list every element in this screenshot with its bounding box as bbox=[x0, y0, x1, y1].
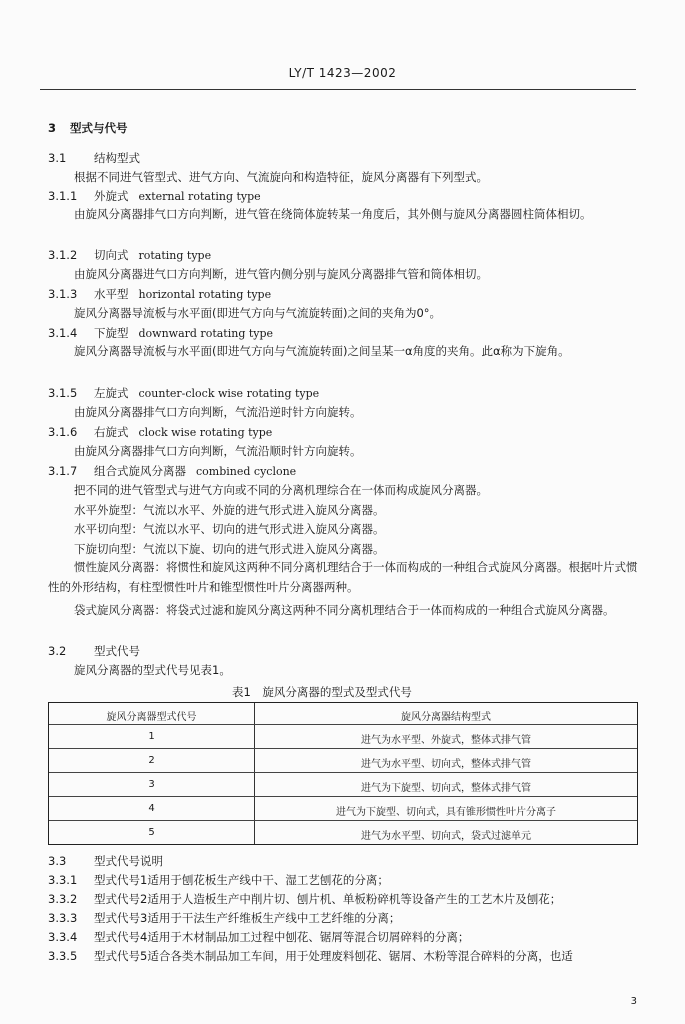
section-3-1-heading: 3.1 结构型式 bbox=[48, 151, 140, 165]
section-3-heading: 3 型式与代号 bbox=[48, 121, 128, 135]
section-3-3-3: 3.3.3 型式代号3适用于干法生产纤维板生产线中工艺纤维的分离； bbox=[48, 911, 401, 925]
section-3-3-2: 3.3.2 型式代号2适用于人造板生产中削片切、刨片机、单板粉碎机等设备产生的工艺木片及刨花； bbox=[48, 892, 562, 906]
section-3-1-body: 根据不同进气管型式、进气方向、气流旋向和构造特征，旋风分离器有下列型式。 bbox=[74, 170, 488, 184]
section-3-1-4-body: 旋风分离器导流板与水平面(即进气方向与气流旋转面)之间呈某一α角度的夹角。此α称为下旋角。 bbox=[74, 344, 570, 358]
section-3-1-5-heading: 3.1.5 左旋式 counter-clock wise rotating type bbox=[48, 386, 320, 400]
section-3-2-heading: 3.2 型式代号 bbox=[48, 644, 140, 658]
standard-code-header: LY/T 1423—2002 bbox=[288, 66, 397, 80]
section-3-1-7-p5: 惯性旋风分离器：将惯性和旋风这两种不同分离机理结合于一体而构成的一种组合式旋风分离器。根据叶片式惯性的外形结构，有柱型惯性叶片和锥型惯性叶片分离器两种。 bbox=[48, 560, 638, 594]
section-3-3-1: 3.3.1 型式代号1适用于刨花板生产线中干、湿工艺刨花的分离； bbox=[48, 873, 389, 887]
table-cell-code: 2 bbox=[148, 755, 155, 766]
page-number: 3 bbox=[630, 996, 637, 1007]
table-cell-desc: 进气为水平型、切向式，整体式排气管 bbox=[361, 759, 531, 770]
section-3-1-5-body: 由旋风分离器排气口方向判断，气流沿逆时针方向旋转。 bbox=[74, 405, 362, 419]
section-3-1-2-heading: 3.1.2 切向式 rotating type bbox=[48, 248, 212, 262]
section-3-1-7-p1: 把不同的进气管型式与进气方向或不同的分离机理综合在一体而构成旋风分离器。 bbox=[74, 483, 488, 497]
table-cell-desc: 进气为水平型、切向式，袋式过滤单元 bbox=[361, 831, 531, 842]
table-row bbox=[49, 749, 637, 773]
table-header-row bbox=[49, 703, 637, 725]
section-3-1-7-p3: 水平切向型：气流以水平、切向的进气形式进入旋风分离器。 bbox=[74, 522, 385, 536]
section-3-3-4: 3.3.4 型式代号4适用于木材制品加工过程中刨花、锯屑等混合切屑碎料的分离； bbox=[48, 930, 470, 944]
table-cell-code: 4 bbox=[148, 803, 155, 814]
section-3-1-3-body: 旋风分离器导流板与水平面(即进气方向与气流旋转面)之间的夹角为0°。 bbox=[74, 306, 442, 320]
section-3-3-5: 3.3.5 型式代号5适合各类木制品加工车间，用于处理废料刨花、锯屑、木粉等混合碎料的分离，也适 bbox=[48, 949, 573, 963]
table-cell-code: 3 bbox=[148, 779, 155, 790]
section-3-1-6-heading: 3.1.6 右旋式 clock wise rotating type bbox=[48, 425, 273, 439]
section-3-3-heading: 3.3 型式代号说明 bbox=[48, 854, 163, 868]
table-row bbox=[49, 773, 637, 797]
table-row bbox=[49, 821, 637, 843]
table-caption: 表1 旋风分离器的型式及型式代号 bbox=[232, 685, 412, 699]
section-3-1-1-body: 由旋风分离器排气口方向判断，进气管在绕筒体旋转某一角度后，其外侧与旋风分离器圆柱筒体相切。 bbox=[74, 207, 592, 221]
table-row bbox=[49, 725, 637, 749]
section-3-1-2-body: 由旋风分离器进气口方向判断，进气管内侧分别与旋风分离器排气管和筒体相切。 bbox=[74, 267, 488, 281]
section-3-1-1-heading: 3.1.1 外旋式 external rotating type bbox=[48, 189, 261, 203]
section-3-1-7-p4: 下旋切向型：气流以下旋、切向的进气形式进入旋风分离器。 bbox=[74, 542, 385, 556]
table-cell-code: 1 bbox=[148, 731, 155, 742]
section-3-1-3-heading: 3.1.3 水平型 horizontal rotating type bbox=[48, 287, 272, 301]
table-cell-code: 5 bbox=[148, 827, 155, 838]
table-header-structure: 旋风分离器结构型式 bbox=[401, 712, 491, 723]
table-cell-desc: 进气为下旋型、切向式，整体式排气管 bbox=[361, 783, 531, 794]
table-row bbox=[49, 797, 637, 821]
table-header-code: 旋风分离器型式代号 bbox=[106, 712, 197, 723]
section-3-1-4-heading: 3.1.4 下旋型 downward rotating type bbox=[48, 326, 274, 340]
section-3-2-body: 旋风分离器的型式代号见表1。 bbox=[74, 663, 231, 677]
table-cell-desc: 进气为水平型、外旋式，整体式排气管 bbox=[361, 735, 531, 746]
section-3-1-7-p6: 袋式旋风分离器：将袋式过滤和旋风分离这两种不同分离机理结合于一体而构成的一种组合式旋风分离器。 bbox=[74, 603, 615, 617]
section-3-1-6-body: 由旋风分离器排气口方向判断，气流沿顺时针方向旋转。 bbox=[74, 444, 362, 458]
table-cell-desc: 进气为下旋型、切向式，具有锥形惯性叶片分离子 bbox=[336, 807, 556, 818]
type-code-table bbox=[48, 702, 638, 845]
section-3-1-7-heading: 3.1.7 组合式旋风分离器 combined cyclone bbox=[48, 464, 297, 478]
header-rule bbox=[40, 89, 636, 90]
section-3-1-7-p2: 水平外旋型：气流以水平、外旋的进气形式进入旋风分离器。 bbox=[74, 503, 385, 517]
